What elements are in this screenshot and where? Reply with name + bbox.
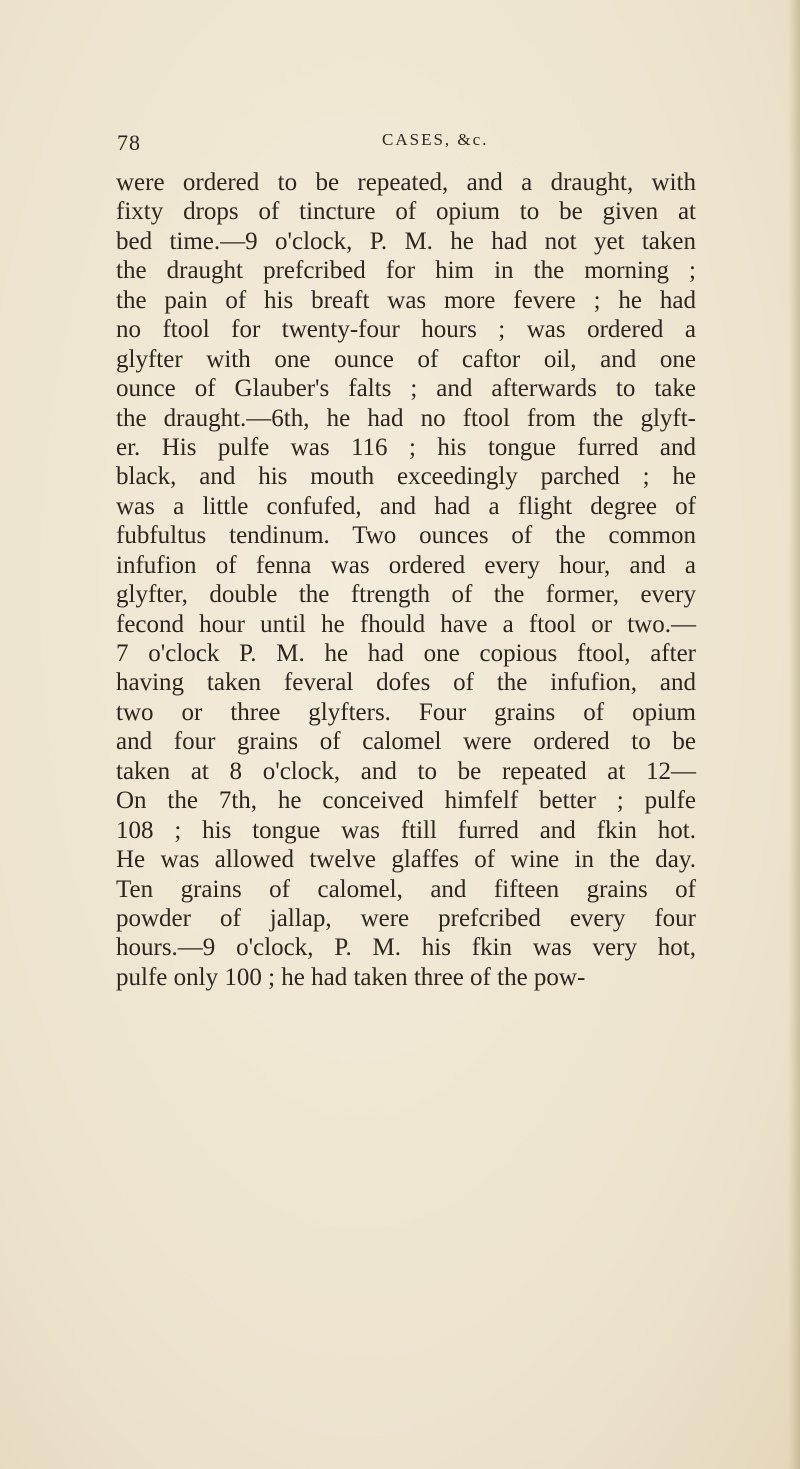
- running-head: CASES, &c.: [382, 130, 489, 149]
- text-line: glyfter, double the ftrength of the former, every: [116, 581, 696, 609]
- text-line: and four grains of calomel were ordered to be: [116, 728, 696, 756]
- text-line: the draught.—6th, he had no ftool from the glyft-: [116, 404, 696, 432]
- text-line: glyfter with one ounce of caftor oil, and one: [116, 345, 696, 373]
- text-line: hours.—9 o'clock, P. M. his fkin was very hot,: [116, 934, 696, 962]
- text-line: no ftool for twenty-four hours ; was ordered a: [116, 316, 696, 344]
- body-text: [116, 168, 696, 992]
- text-line: fecond hour until he fhould have a ftool or two.—: [116, 610, 696, 638]
- text-line: Ten grains of calomel, and fifteen grains of: [116, 875, 696, 903]
- text-line: having taken feveral dofes of the infufion, and: [116, 669, 696, 697]
- text-line: fixty drops of tincture of opium to be given at: [116, 198, 696, 226]
- text-line: was a little confufed, and had a flight degree of: [116, 492, 696, 520]
- text-line: er. His pulfe was 116 ; his tongue furred and: [116, 433, 696, 461]
- text-line: On the 7th, he conceived himfelf better ; pulfe: [116, 787, 696, 815]
- text-line: bed time.—9 o'clock, P. M. he had not yet taken: [116, 227, 696, 255]
- page-edge-shadow: [788, 0, 800, 1469]
- text-line: pulfe only 100 ; he had taken three of the pow-: [116, 963, 586, 991]
- text-line: the draught prefcribed for him in the morning ;: [116, 257, 696, 285]
- text-line: black, and his mouth exceedingly parched ; he: [116, 463, 696, 491]
- text-line: ounce of Glauber's falts ; and afterwards to take: [116, 375, 696, 403]
- text-line: 108 ; his tongue was ftill furred and fkin hot.: [116, 816, 696, 844]
- text-line: infufion of fenna was ordered every hour, and a: [116, 551, 696, 579]
- text-line: 7 o'clock P. M. he had one copious ftool, after: [116, 640, 696, 667]
- page-header: [117, 126, 677, 160]
- text-line: fubfultus tendinum. Two ounces of the common: [116, 522, 696, 550]
- text-line: were ordered to be repeated, and a draught, with: [116, 169, 696, 196]
- text-line: the pain of his breaft was more fevere ; he had: [116, 286, 696, 314]
- text-line: two or three glyfters. Four grains of opium: [116, 698, 696, 726]
- text-line: He was allowed twelve glaffes of wine in the day.: [116, 846, 696, 874]
- text-line: taken at 8 o'clock, and to be repeated at 12—: [116, 757, 696, 785]
- page-number: 78: [117, 130, 141, 155]
- text-line: powder of jallap, were prefcribed every four: [116, 904, 696, 932]
